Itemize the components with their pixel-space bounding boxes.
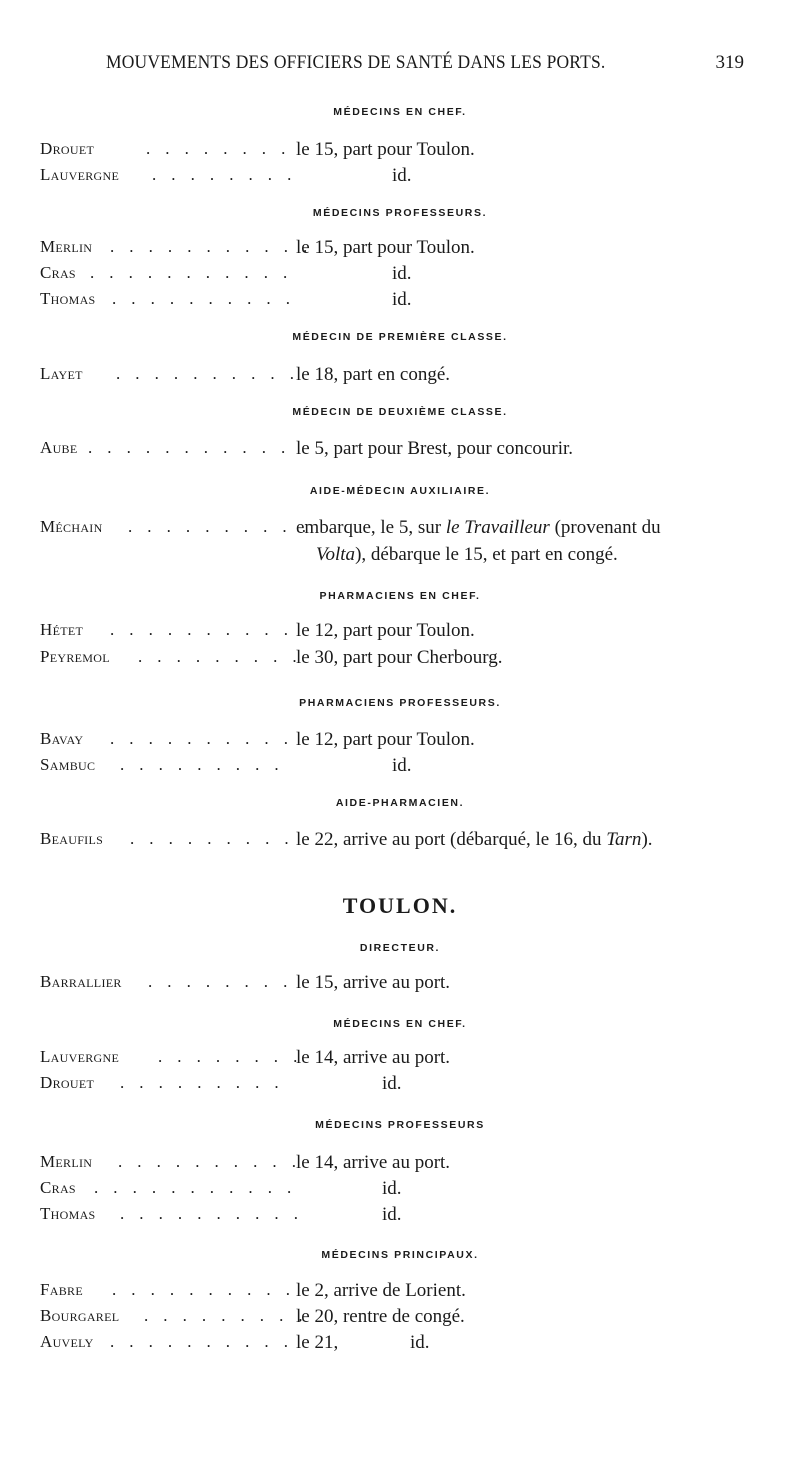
entry-name: Bourgarel bbox=[40, 1306, 120, 1325]
entry-text: le 22, arrive au port (débarqué, le 16, du Tarn). bbox=[296, 829, 653, 850]
entry-name: Fabre bbox=[40, 1280, 83, 1299]
leader-dots: . . . . . . . . . . bbox=[128, 517, 312, 536]
entry-row bbox=[0, 1047, 800, 1071]
entry-name: Merlin bbox=[40, 237, 93, 256]
section-heading: AIDE-MÉDECIN AUXILIAIRE. bbox=[309, 485, 491, 497]
entry-text: le 20, rentre de congé. bbox=[296, 1306, 465, 1327]
entry-row bbox=[0, 829, 800, 853]
section-heading: PHARMACIENS EN CHEF. bbox=[319, 590, 481, 602]
leader-dots: . . . . . . . . . . bbox=[110, 1332, 294, 1351]
leader-dots: . . . . . . . . . . bbox=[112, 289, 296, 308]
entry-name: Hétet bbox=[40, 620, 84, 639]
entry-row bbox=[0, 1204, 800, 1228]
leader-dots: . . . . . . . . . . . bbox=[90, 263, 293, 282]
section-heading: MÉDECIN DE DEUXIÈME CLASSE. bbox=[292, 406, 508, 418]
leader-dots: . . . . . . . . . . . bbox=[110, 237, 313, 256]
entry-row bbox=[0, 139, 800, 163]
leader-dots: . . . . . . . . bbox=[152, 165, 297, 184]
section-heading: MÉDECINS PROFESSEURS bbox=[315, 1119, 485, 1131]
entry-text-id: id. bbox=[410, 1332, 430, 1353]
entry-name: Thomas bbox=[40, 1204, 96, 1223]
entry-name: Peyremol bbox=[40, 647, 110, 666]
entry-row bbox=[0, 263, 800, 287]
entry-row bbox=[0, 1306, 800, 1330]
entry-name: Lauvergne bbox=[40, 1047, 120, 1066]
entry-name: Sambuc bbox=[40, 755, 96, 774]
entry-name: Beaufils bbox=[40, 829, 104, 848]
entry-name: Cras bbox=[40, 263, 76, 282]
entry-text: id. bbox=[392, 289, 412, 310]
entry-row bbox=[0, 289, 800, 313]
entry-name: Thomas bbox=[40, 289, 96, 308]
entry-text: le 14, arrive au port. bbox=[296, 1152, 451, 1173]
leader-dots: . . . . . . . . . bbox=[130, 829, 295, 848]
entry-text: id. bbox=[382, 1178, 402, 1199]
city-heading: TOULON. bbox=[342, 893, 458, 918]
section-heading: MÉDECIN DE PREMIÈRE CLASSE. bbox=[292, 331, 508, 343]
entry-row bbox=[0, 517, 800, 541]
entry-name: Aube bbox=[40, 438, 78, 457]
entry-name: Méchain bbox=[40, 517, 103, 536]
entry-text: le 18, part en congé. bbox=[296, 364, 451, 385]
entry-row bbox=[0, 972, 800, 996]
entry-name: Lauvergne bbox=[40, 165, 120, 184]
leader-dots: . . . . . . . . . . bbox=[118, 1152, 302, 1171]
entry-row bbox=[0, 729, 800, 753]
entry-row bbox=[0, 1332, 800, 1356]
entry-text: le 12, part pour Toulon. bbox=[296, 620, 475, 641]
leader-dots: . . . . . . . . . bbox=[120, 755, 285, 774]
section-heading: PHARMACIENS PROFESSEURS. bbox=[299, 697, 501, 709]
entry-name: Layet bbox=[40, 364, 83, 383]
entry-text: le 15, part pour Toulon. bbox=[296, 139, 475, 160]
leader-dots: . . . . . . . . bbox=[158, 1047, 303, 1066]
entry-row bbox=[0, 755, 800, 779]
leader-dots: . . . . . . . . . bbox=[120, 1073, 285, 1092]
section-heading: MÉDECINS EN CHEF. bbox=[333, 106, 467, 118]
entry-text: le 14, arrive au port. bbox=[296, 1047, 451, 1068]
entry-text: id. bbox=[382, 1073, 402, 1094]
entry-text: id. bbox=[392, 263, 412, 284]
section-heading: MÉDECINS EN CHEF. bbox=[333, 1018, 467, 1030]
entry-text: le 30, part pour Cherbourg. bbox=[296, 647, 503, 668]
entry-name: Drouet bbox=[40, 139, 95, 158]
entry-row bbox=[0, 165, 800, 189]
leader-dots: . . . . . . . . . bbox=[138, 647, 303, 666]
entry-text: id. bbox=[382, 1204, 402, 1225]
leader-dots: . . . . . . . . bbox=[148, 972, 293, 991]
entry-text: id. bbox=[392, 165, 412, 186]
entry-text: le 5, part pour Brest, pour concourir. bbox=[296, 438, 574, 459]
entry-text: le 12, part pour Toulon. bbox=[296, 729, 475, 750]
section-heading: AIDE-PHARMACIEN. bbox=[335, 797, 465, 809]
running-title: MOUVEMENTS DES OFFICIERS DE SANTÉ DANS LES PORTS. bbox=[106, 52, 606, 73]
page-number: 319 bbox=[715, 52, 744, 73]
leader-dots: . . . . . . . . . . bbox=[120, 1204, 304, 1223]
leader-dots: . . . . . . . . . . bbox=[110, 729, 294, 748]
running-head bbox=[104, 52, 744, 82]
entry-text: le 21, bbox=[296, 1332, 339, 1353]
entry-text: le 15, part pour Toulon. bbox=[296, 237, 475, 258]
leader-dots: . . . . . . . . . . bbox=[110, 620, 294, 639]
entry-text: embarque, le 5, sur le Travailleur (provenant du bbox=[296, 517, 661, 538]
leader-dots: . . . . . . . . . bbox=[144, 1306, 309, 1325]
entry-row bbox=[0, 1178, 800, 1202]
entry-text: id. bbox=[392, 755, 412, 776]
entry-row bbox=[0, 647, 800, 671]
entry-continuation: Volta), débarque le 15, et part en congé. bbox=[316, 544, 618, 565]
entry-row bbox=[0, 1152, 800, 1176]
entry-row bbox=[0, 237, 800, 261]
entry-name: Auvely bbox=[40, 1332, 94, 1351]
entry-name: Barrallier bbox=[40, 972, 122, 991]
leader-dots: . . . . . . . . . . bbox=[116, 364, 300, 383]
leader-dots: . . . . . . . . . . . bbox=[94, 1178, 297, 1197]
entry-row bbox=[0, 438, 800, 462]
leader-dots: . . . . . . . . . . . bbox=[88, 438, 291, 457]
entry-name: Merlin bbox=[40, 1152, 93, 1171]
section-heading: MÉDECINS PRINCIPAUX. bbox=[321, 1249, 479, 1261]
entry-name: Drouet bbox=[40, 1073, 95, 1092]
entry-row bbox=[0, 1280, 800, 1304]
entry-row bbox=[0, 364, 800, 388]
entry-name: Bavay bbox=[40, 729, 84, 748]
section-heading: DIRECTEUR. bbox=[359, 942, 441, 954]
leader-dots: . . . . . . . . . . bbox=[112, 1280, 296, 1299]
entry-text: le 2, arrive de Lorient. bbox=[296, 1280, 466, 1301]
leader-dots: . . . . . . . . bbox=[146, 139, 291, 158]
entry-row bbox=[0, 620, 800, 644]
entry-row bbox=[0, 1073, 800, 1097]
section-heading: MÉDECINS PROFESSEURS. bbox=[312, 207, 488, 219]
entry-text: le 15, arrive au port. bbox=[296, 972, 451, 993]
entry-name: Cras bbox=[40, 1178, 76, 1197]
